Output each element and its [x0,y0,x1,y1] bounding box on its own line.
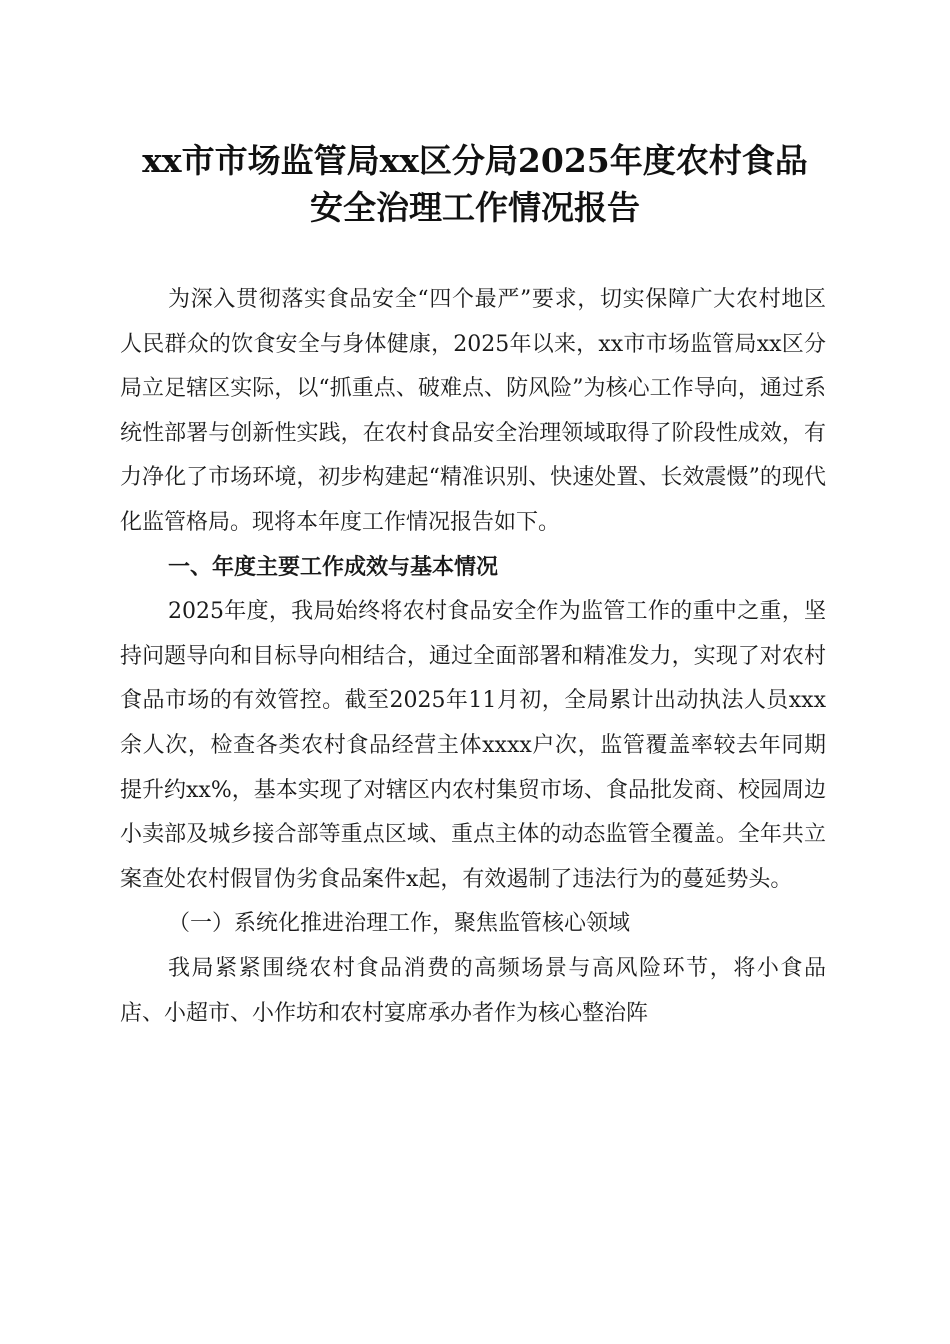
subsection-1-heading: （一）系统化推进治理工作，聚焦监管核心领域 [168,911,631,937]
subsection-1-paragraph: 我局紧紧围绕农村食品消费的高频场景与高风险环节，将小食品店、小超市、小作坊和农村宴席承办者作为核心整治阵 [120,955,826,1026]
title-line-2: 安全治理工作情况报告 [310,188,640,227]
intro-paragraph: 为深入贯彻落实食品安全“四个最严”要求，切实保障广大农村地区人民群众的饮食安全与身体健康，2025年以来，xx市市场监管局xx区分局立足辖区实际，以“抓重点、破难点、防风险”为核心工作导向，通过系统性部署与创新性实践，在农村食品安全治理领域取得了阶段性成效，有力净化了市场环境，初步构建起“精准识别、快速处置、长效震慑”的现代化监管格局。现将本年度工作情况报告如下。 [120,287,826,535]
section-1-heading: 一、年度主要工作成效与基本情况 [168,554,499,580]
section-1-paragraph: 2025年度，我局始终将农村食品安全作为监管工作的重中之重，坚持问题导向和目标导向相结合，通过全面部署和精准发力，实现了对农村食品市场的有效管控。截至2025年11月初，全局累计出动执法人员xxx余人次，检查各类农村食品经营主体xxxx户次，监管覆盖率较去年同期提升约xx%，基本实现了对辖区内农村集贸市场、食品批发商、校园周边小卖部及城乡接合部等重点区域、重点主体的动态监管全覆盖。全年共立案查处农村假冒伪劣食品案件x起，有效遏制了违法行为的蔓延势头。 [120,599,826,892]
document-body [120,278,826,1036]
title-line-1: xx市市场监管局xx区分局2025年度农村食品 [142,141,808,180]
document-title [100,137,850,231]
